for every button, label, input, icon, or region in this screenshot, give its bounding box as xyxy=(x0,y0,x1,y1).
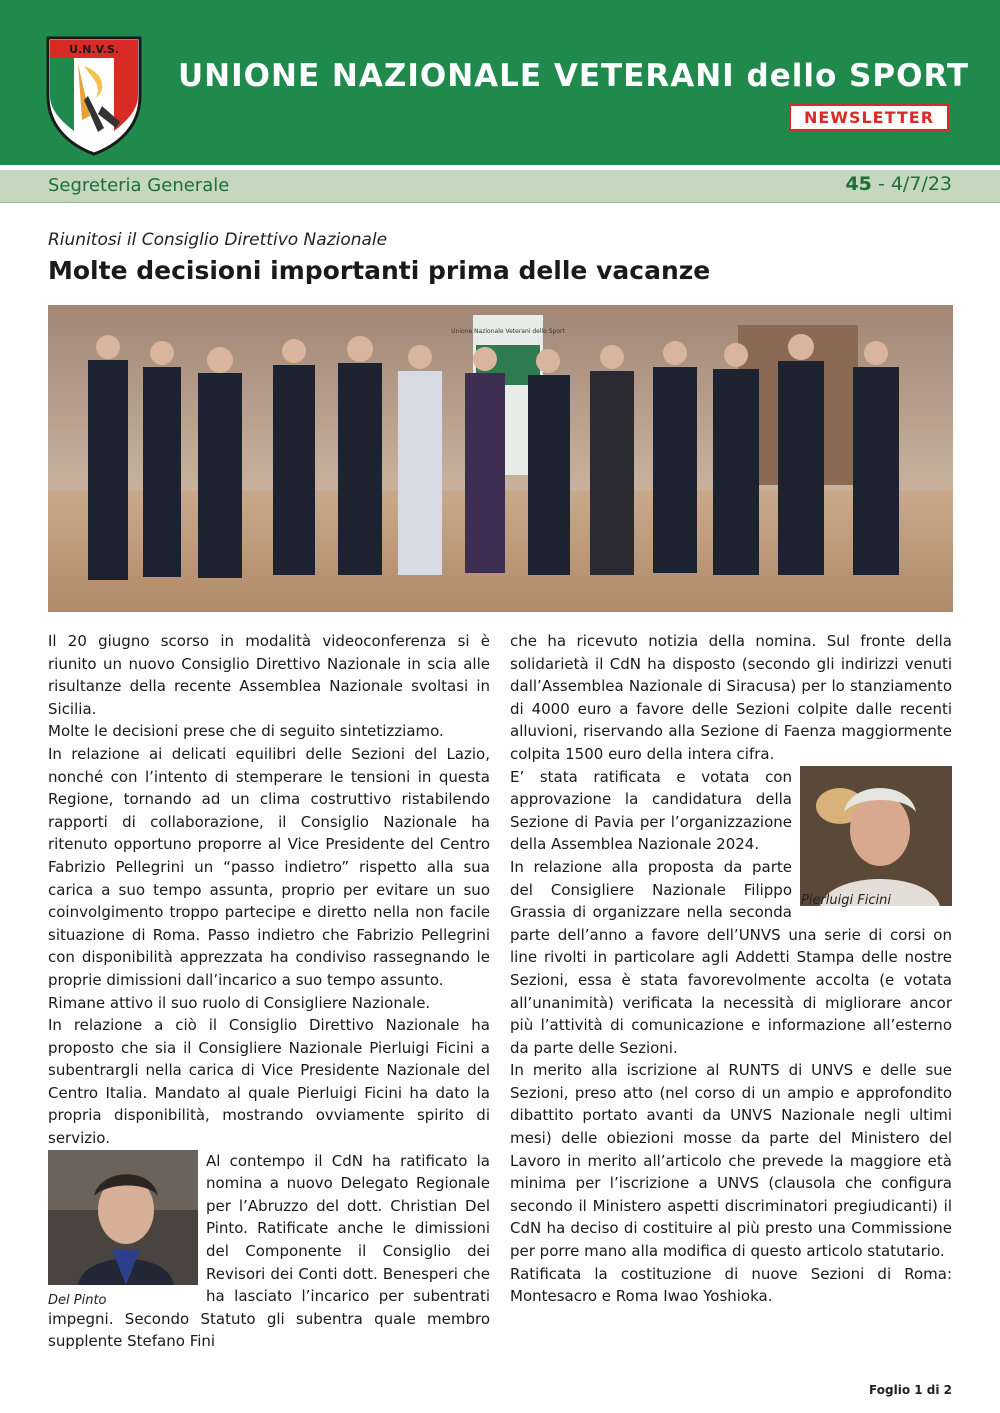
article-column-left xyxy=(48,630,490,1353)
delpinto-photo-frame xyxy=(48,1150,198,1285)
delpinto-photo xyxy=(48,1150,198,1285)
svg-text:U.N.V.S.: U.N.V.S. xyxy=(69,43,119,56)
banner-text: Unione Nazionale Veterani dello Sport xyxy=(451,328,565,335)
ficini-photo-frame xyxy=(800,766,952,906)
subheader-bar xyxy=(0,170,1000,203)
newsletter-badge: NEWSLETTER xyxy=(789,104,949,131)
caption-ficini: Pierluigi Ficini xyxy=(801,893,891,908)
paragraph: Ratificata la costituzione di nuove Sezioni di Roma: Montesacro e Roma Iwao Yoshioka. xyxy=(510,1264,952,1306)
article-headline: Molte decisioni importanti prima delle vacanze xyxy=(48,256,711,285)
article-column-right xyxy=(510,630,952,1308)
issue-number: 45 xyxy=(845,173,872,195)
ficini-photo xyxy=(800,766,952,906)
page-indicator: Foglio 1 di 2 xyxy=(869,1383,952,1397)
group-photo xyxy=(48,305,953,612)
paragraph: che ha ricevuto notizia della nomina. Sul fronte della solidarietà il CdN ha disposto (secondo gli indirizzi venuti dall’Assemblea Nazionale di Siracusa) per lo stanziamento di 4000 euro a favore delle Sezioni colpite dalle recenti alluvioni, riservando alla Sezione di Faenza maggiormente colpita 1500 euro della intera cifra. xyxy=(510,632,952,763)
paragraph: Molte le decisioni prese che di seguito sintetizziamo. xyxy=(48,722,444,741)
org-title: UNIONE NAZIONALE VETERANI dello SPORT xyxy=(178,58,970,94)
paragraph: In relazione a ciò il Consiglio Direttivo Nazionale ha proposto che sia il Consigliere Nazionale Pierluigi Ficini a subentrargli nella carica di Vice Presidente Nazionale del Centro Italia. Mandato al quale Pierluigi Ficini ha dato la propria disponibilità, mostrando ovviamente spirito di servizio. xyxy=(48,1016,490,1148)
article-kicker: Riunitosi il Consiglio Direttivo Nazionale xyxy=(48,230,388,250)
paragraph: In merito alla iscrizione al RUNTS di UNVS e delle sue Sezioni, preso atto (nel corso di un ampio e approfondito dibattito portato avanti da UNVS Nazionale negli ultimi mesi) delle obiezioni mosse da parte del Ministero del Lavoro in merito all’articolo che prevede la maggiore età minima per l’iscrizione a UNVS (clausola che configura secondo il Ministero aspetti discriminatori pregiudicanti) il CdN ha deciso di costituire al più presto una Commissione per porre mano alla modifica di questo articolo statutario. xyxy=(510,1061,952,1261)
paragraph: Il 20 giugno scorso in modalità videoconferenza si è riunito un nuovo Consiglio Direttivo Nazionale in scia alle risultanze della recente Assemblea Nazionale svoltasi in Sicilia. xyxy=(48,632,490,718)
header-bar xyxy=(0,0,1000,165)
issue-date: 4/7/23 xyxy=(890,173,952,195)
paragraph: In relazione ai delicati equilibri delle Sezioni del Lazio, nonché con l’intento di stemperare le tensioni in questa Regione, tornando ad un clima costruttivo ristabilendo rapporti di collaborazione, il Consiglio Nazionale ha ritenuto opportuno proporre al Vice Presidente del Centro Fabrizio Pellegrini un “passo indietro” rispetto alla sua carica a suo tempo assunta, proprio per evitare un suo coinvolgimento troppo partecipe e diretto nella non facile situazione di Roma. Passo indietro che Fabrizio Pellegrini con disponibilità apprezzata ha condiviso rassegnando le proprie dimissioni dall’incarico a suo tempo assunto. xyxy=(48,744,490,989)
issue-info xyxy=(845,173,952,195)
paragraph: Rimane attivo il suo ruolo di Consigliere Nazionale. xyxy=(48,993,431,1012)
caption-delpinto: Del Pinto xyxy=(48,1293,107,1308)
department-label: Segreteria Generale xyxy=(48,175,230,196)
paragraph: E’ stata ratificata e votata con approvazione la candidatura della Sezione di Pavia per l’organizzazione della Assemblea Nazionale 2024. xyxy=(510,767,792,854)
paragraph: Al contempo il CdN ha ratificato la nomina a nuovo Delegato Regionale per l’Abruzzo del dott. Christian Del Pinto. Ratificate anche le dimissioni del Componente il Consiglio dei Revisori dei Conti dott. Benesperi che ha lasciato l’incarico per subentrati impegni. Secondo Statuto gli subentra quale membro supplente Stefano Fini xyxy=(48,1151,490,1351)
paragraph: In relazione alla proposta da parte del Consigliere Nazionale Filippo Grassia di organizzare nella seconda parte dell’anno a favore dell’UNVS una serie di corsi on line rivolti in particolare agli Addetti Stampa delle nostre Sezioni, essa è stata favorevolmente accolta (e votata all’unanimità) verificata la necessità di migliorare ancor più l’attività di comunicazione e informazione all’esterno da parte delle Sezioni. xyxy=(510,857,952,1057)
unvs-logo xyxy=(44,36,144,156)
issue-separator: - xyxy=(871,173,891,195)
